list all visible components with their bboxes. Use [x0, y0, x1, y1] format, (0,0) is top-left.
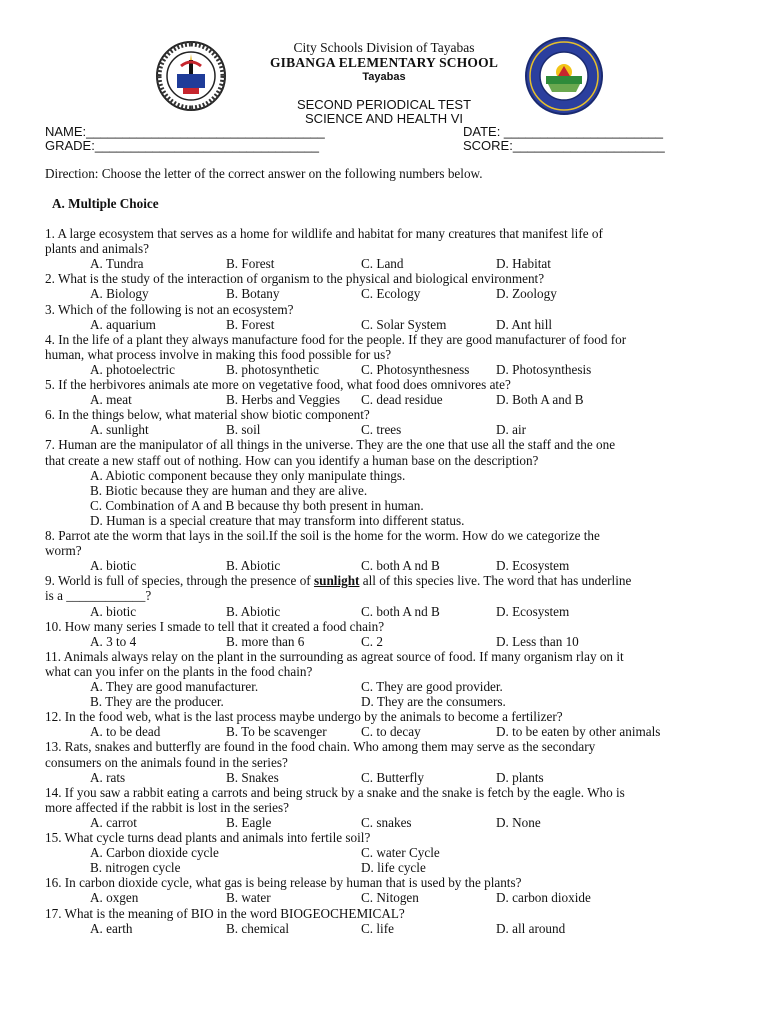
answer-option: D. Zoology	[496, 286, 557, 302]
answer-option: B. To be scavenger	[226, 724, 327, 740]
answer-option: D. Both A and B	[496, 392, 584, 408]
answer-option: A. biotic	[90, 558, 137, 574]
question-text: 16. In carbon dioxide cycle, what gas is being release by human that is used by the plants?	[45, 875, 522, 891]
answer-option: A. to be dead	[90, 724, 161, 740]
question-text: 15. What cycle turns dead plants and animals into fertile soil?	[45, 830, 371, 845]
question-text-part: 9. World is full of species, through the presence of	[45, 573, 314, 589]
answer-option: A. aquarium	[90, 316, 156, 332]
question-text: 11. Animals always relay on the plant in the surrounding as agreat source of food. If many organism rlay on it	[45, 648, 624, 664]
answer-option: A. Abiotic component because they only manipulate things.	[90, 467, 406, 483]
answer-option: D. plants	[496, 769, 544, 785]
answer-option: B. Forest	[226, 316, 275, 332]
question-text: 2. What is the study of the interaction of organism to the physical and biological environment?	[45, 271, 545, 287]
answer-option: B. water	[226, 890, 271, 906]
question-text: worm?	[45, 543, 82, 559]
score-field: SCORE:_____________________	[463, 138, 665, 153]
answer-option: D. Ecosystem	[496, 603, 570, 619]
answer-option: C. Butterfly	[361, 769, 425, 785]
answer-option: D. all around	[496, 920, 566, 936]
answer-option: D. They are the consumers.	[361, 694, 506, 710]
answer-option: A. Carbon dioxide cycle	[90, 845, 219, 861]
question-text: more affected if the rabbit is lost in the series?	[45, 799, 290, 815]
grade-field: GRADE:_______________________________	[45, 138, 319, 153]
test-title: SECOND PERIODICAL TEST	[296, 97, 472, 112]
answer-option: B. chemical	[226, 920, 289, 936]
answer-option: D. air	[496, 422, 527, 438]
question-text: human, what process involve in making this food possible for us?	[45, 346, 392, 362]
school-name: GIBANGA ELEMENTARY SCHOOL	[269, 55, 499, 70]
answer-option: B. They are the producer.	[90, 694, 224, 710]
question-text: consumers on the animals found in the series?	[45, 754, 288, 770]
answer-option: C. 2	[361, 633, 383, 649]
question-text: is a ____________?	[45, 588, 152, 604]
answer-option: C. Land	[361, 256, 404, 272]
underlined-word: sunlight	[313, 573, 360, 589]
answer-option: C. Ecology	[361, 286, 421, 302]
answer-option: B. Forest	[226, 256, 275, 272]
question-text: 12. In the food web, what is the last process maybe undergo by the animals to become a fertilizer?	[45, 709, 563, 725]
school-town: Tayabas	[362, 71, 406, 83]
question-text: 8. Parrot ate the worm that lays in the soil.If the soil is the home for the worm. How do we categorize the	[45, 528, 600, 543]
answer-option: C. both A nd B	[361, 558, 440, 574]
question-text: 14. If you saw a rabbit eating a carrots and being struck by a snake and the snake is fetch by the eagle. Who is	[45, 784, 625, 800]
question-text: 13. Rats, snakes and butterfly are found in the food chain. Who among them may serve as the secondary	[45, 739, 596, 755]
answer-option: D. life cycle	[361, 860, 426, 876]
answer-option: B. Snakes	[226, 769, 279, 785]
answer-option: B. Eagle	[226, 814, 272, 830]
answer-option: C. They are good provider.	[361, 679, 503, 694]
answer-option: A. sunlight	[90, 422, 149, 438]
answer-option: A. 3 to 4	[90, 633, 137, 649]
answer-option: B. photosynthetic	[226, 361, 320, 377]
question-text: 5. If the herbivores animals ate more on vegetative food, what food does omnivores ate?	[45, 377, 511, 392]
question-text	[45, 573, 631, 589]
answer-option: D. Ant hill	[496, 316, 553, 332]
division-name: City Schools Division of Tayabas	[293, 40, 475, 55]
question-text-part: all of this species live. The word that has underline	[359, 573, 632, 589]
answer-option: A. photoelectric	[90, 361, 175, 377]
answer-option: B. Abiotic	[226, 603, 281, 619]
question-text: that create a new staff out of nothing. How can you identify a human base on the description?	[45, 452, 539, 468]
question-text: 17. What is the meaning of BIO in the word BIOGEOCHEMICAL?	[45, 905, 405, 921]
answer-option: C. Combination of A and B because thy both present in human.	[90, 497, 424, 513]
answer-option: A. Biology	[90, 286, 149, 302]
answer-option: D. Habitat	[496, 256, 551, 272]
question-text: 6. In the things below, what material show biotic component?	[45, 407, 370, 423]
answer-option: C. trees	[361, 422, 402, 438]
answer-option: C. dead residue	[361, 392, 443, 408]
answer-option: B. Biotic because they are human and they are alive.	[90, 482, 368, 498]
subject-title: SCIENCE AND HEALTH VI	[305, 111, 463, 126]
answer-option: D. None	[496, 814, 541, 830]
answer-option: D. Ecosystem	[496, 558, 570, 574]
question-text: 10. How many series I smade to tell that it created a food chain?	[45, 618, 385, 634]
answer-option: A. They are good manufacturer.	[90, 679, 259, 694]
answer-option: D. to be eaten by other animals	[496, 724, 661, 740]
answer-option: A. earth	[90, 920, 133, 936]
answer-option: C. both A nd B	[361, 603, 440, 619]
question-text: 7. Human are the manipulator of all things in the universe. They are the one that use all the staff and the one	[45, 437, 616, 453]
question-text: plants and animals?	[45, 241, 150, 257]
answer-option: C. Solar System	[361, 316, 447, 332]
answer-option: D. Human is a special creature that may transform into different status.	[90, 512, 465, 528]
question-text: what can you infer on the plants in the food chain?	[45, 663, 313, 679]
answer-option: D. Less than 10	[496, 633, 579, 649]
answer-option: B. Abiotic	[226, 558, 281, 574]
answer-option: A. biotic	[90, 603, 137, 619]
answer-option: C. water Cycle	[361, 845, 440, 861]
answer-option: C. Nitogen	[361, 890, 419, 906]
answer-option: A. oxgen	[90, 890, 139, 906]
answer-option: B. more than 6	[226, 633, 305, 649]
answer-option: A. Tundra	[90, 256, 144, 272]
question-text: 1. A large ecosystem that serves as a home for wildlife and habitat for many creatures that manifest life of	[45, 226, 603, 241]
answer-option: C. Photosynthesness	[361, 361, 470, 377]
answer-option: B. Botany	[226, 286, 280, 302]
answer-option: B. Herbs and Veggies	[226, 392, 341, 408]
question-text: 3. Which of the following is not an ecosystem?	[45, 301, 294, 317]
answer-option: A. meat	[90, 392, 132, 408]
direction-text: Direction: Choose the letter of the correct answer on the following numbers below.	[45, 166, 483, 181]
name-field: NAME:_________________________________	[45, 124, 325, 139]
answer-option: D. Photosynthesis	[496, 361, 592, 377]
question-text: 4. In the life of a plant they always manufacture food for the people. If they are good manufacturer of food for	[45, 331, 627, 347]
answer-option: C. snakes	[361, 814, 412, 830]
answer-option: B. soil	[226, 422, 261, 438]
answer-option: B. nitrogen cycle	[90, 860, 181, 876]
answer-option: C. life	[361, 920, 394, 936]
answer-option: A. carrot	[90, 814, 137, 830]
answer-option: D. carbon dioxide	[496, 890, 591, 906]
date-field: DATE: ______________________	[463, 124, 663, 139]
section-heading: A. Multiple Choice	[52, 196, 159, 211]
answer-option: A. rats	[90, 769, 126, 785]
answer-option: C. to decay	[361, 724, 421, 740]
